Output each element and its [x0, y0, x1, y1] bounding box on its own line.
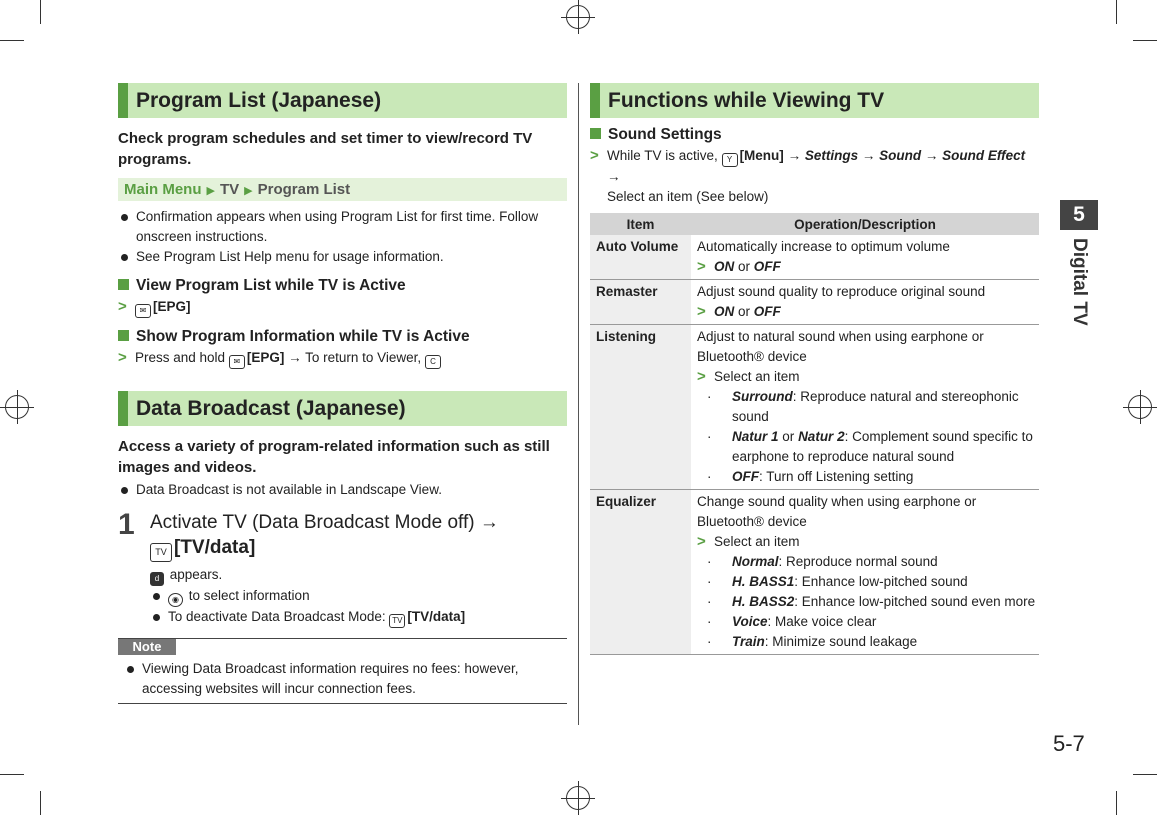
path-tv: TV [219, 181, 240, 198]
envelope-icon: ✉ [135, 304, 151, 318]
view-program-list-subheading: View Program List while TV is Active [118, 275, 567, 297]
chapter-tab [1060, 200, 1098, 326]
registration-mark-right [1123, 390, 1157, 424]
registration-mark-top [561, 0, 595, 34]
view-program-list-operation: > ✉ [EPG] [118, 297, 567, 318]
registration-mark-bottom [561, 781, 595, 815]
table-row [590, 280, 1039, 325]
step-indicator-line: d appears. [150, 565, 567, 586]
left-column [118, 83, 567, 704]
triangle-right-icon: ▶ [206, 185, 215, 197]
triangle-right-icon: ▶ [244, 185, 253, 197]
square-bullet-icon [118, 330, 129, 341]
step-sub-bullets [150, 586, 567, 628]
nav-key-icon: ◉ [168, 593, 183, 607]
tv-icon: TV [150, 543, 172, 562]
row-description: Change sound quality when using earphone or Bluetooth® device > Select an item · Normal: Reproduce normal sound · H. BASS1: Enhance low-pitched sound · H. BASS2: Enhance low-pitched sound even more · Voice: Make voice clear · Train: Minimize sound leakage [691, 490, 1039, 655]
crop-mark [1133, 40, 1157, 41]
row-description: Automatically increase to optimum volume > ON or OFF [691, 235, 1039, 280]
sound-settings-operation: > While TV is active, Y [Menu] → Settings → Sound → Sound Effect → Select an item (See below) [590, 147, 1026, 204]
menu-path [118, 178, 567, 201]
row-item: Remaster [590, 280, 691, 325]
chapter-label: Digital TV [1069, 238, 1090, 326]
show-program-info-subheading: Show Program Information while TV is Active [118, 326, 567, 348]
registration-mark-left [0, 390, 34, 424]
show-program-info-operation: > Press and hold ✉ [EPG] → To return to Viewer, C [118, 348, 567, 369]
crop-mark [0, 40, 24, 41]
chapter-number: 5 [1060, 200, 1098, 230]
tv-icon: TV [389, 614, 405, 628]
arrow-right-icon: > [697, 258, 706, 275]
functions-heading: Functions while Viewing TV [590, 83, 1039, 118]
crop-mark [40, 0, 41, 24]
row-description: Adjust to natural sound when using earphone or Bluetooth® device > Select an item · Surround: Reproduce natural and stereophonic sound · Natur 1 or Natur 2: Complement sound specific to earphone to reproduce natural sound · OFF: Turn off Listening setting [691, 325, 1039, 490]
table-header-description: Operation/Description [691, 213, 1039, 235]
table-row [590, 235, 1039, 280]
list-item: Confirmation appears when using Program List for first time. Follow onscreen instructions. [118, 207, 567, 247]
program-list-bullets [118, 207, 567, 267]
arrow-right-icon: > [118, 298, 127, 315]
crop-mark [40, 791, 41, 815]
sound-settings-table [590, 213, 1039, 655]
crop-mark [1116, 0, 1117, 24]
row-item: Listening [590, 325, 691, 490]
crop-mark [1133, 774, 1157, 775]
arrow-right-icon: > [590, 147, 599, 164]
list-item: Data Broadcast is not available in Landscape View. [118, 480, 567, 500]
table-header-item: Item [590, 213, 691, 235]
list-item: Viewing Data Broadcast information requires no fees: however, accessing websites will incur connection fees. [124, 659, 567, 699]
page-number: 5-7 [1053, 731, 1085, 756]
square-bullet-icon [590, 128, 601, 139]
program-list-lead: Check program schedules and set timer to view/record TV programs. [118, 130, 533, 168]
path-main-menu: Main Menu [124, 181, 202, 198]
row-item: Auto Volume [590, 235, 691, 280]
arrow-right-icon: > [697, 533, 706, 550]
arrow-right-icon: > [118, 349, 127, 366]
data-broadcast-lead: Access a variety of program-related information such as still images and videos. [118, 438, 550, 476]
table-header-row [590, 213, 1039, 235]
table-row [590, 325, 1039, 490]
menu-key-icon: Y [722, 153, 738, 167]
path-program-list: Program List [257, 181, 351, 198]
list-item: ◉ to select information [150, 586, 567, 607]
sound-settings-subheading: Sound Settings [590, 124, 1039, 146]
program-list-heading: Program List (Japanese) [118, 83, 567, 118]
crop-mark [0, 774, 24, 775]
step-1 [118, 510, 567, 628]
step-text: Activate TV (Data Broadcast Mode off) → TV [TV/data] [150, 510, 567, 562]
envelope-icon: ✉ [229, 355, 245, 369]
crop-mark [1116, 791, 1117, 815]
row-item: Equalizer [590, 490, 691, 655]
list-item: See Program List Help menu for usage information. [118, 247, 567, 267]
right-column [590, 83, 1039, 655]
table-row [590, 490, 1039, 655]
data-broadcast-heading: Data Broadcast (Japanese) [118, 391, 567, 426]
square-bullet-icon [118, 279, 129, 290]
list-item: To deactivate Data Broadcast Mode: TV [TV/data] [150, 607, 567, 628]
clear-key-icon: C [425, 355, 441, 369]
column-divider [578, 83, 579, 725]
arrow-right-icon: > [697, 303, 706, 320]
step-number: 1 [118, 508, 135, 541]
arrow-right-icon: > [697, 368, 706, 385]
note-label: Note [118, 639, 176, 655]
row-description: Adjust sound quality to reproduce original sound > ON or OFF [691, 280, 1039, 325]
data-broadcast-icon: d [150, 572, 164, 586]
note-box [118, 638, 567, 704]
data-broadcast-bullets [118, 480, 567, 500]
